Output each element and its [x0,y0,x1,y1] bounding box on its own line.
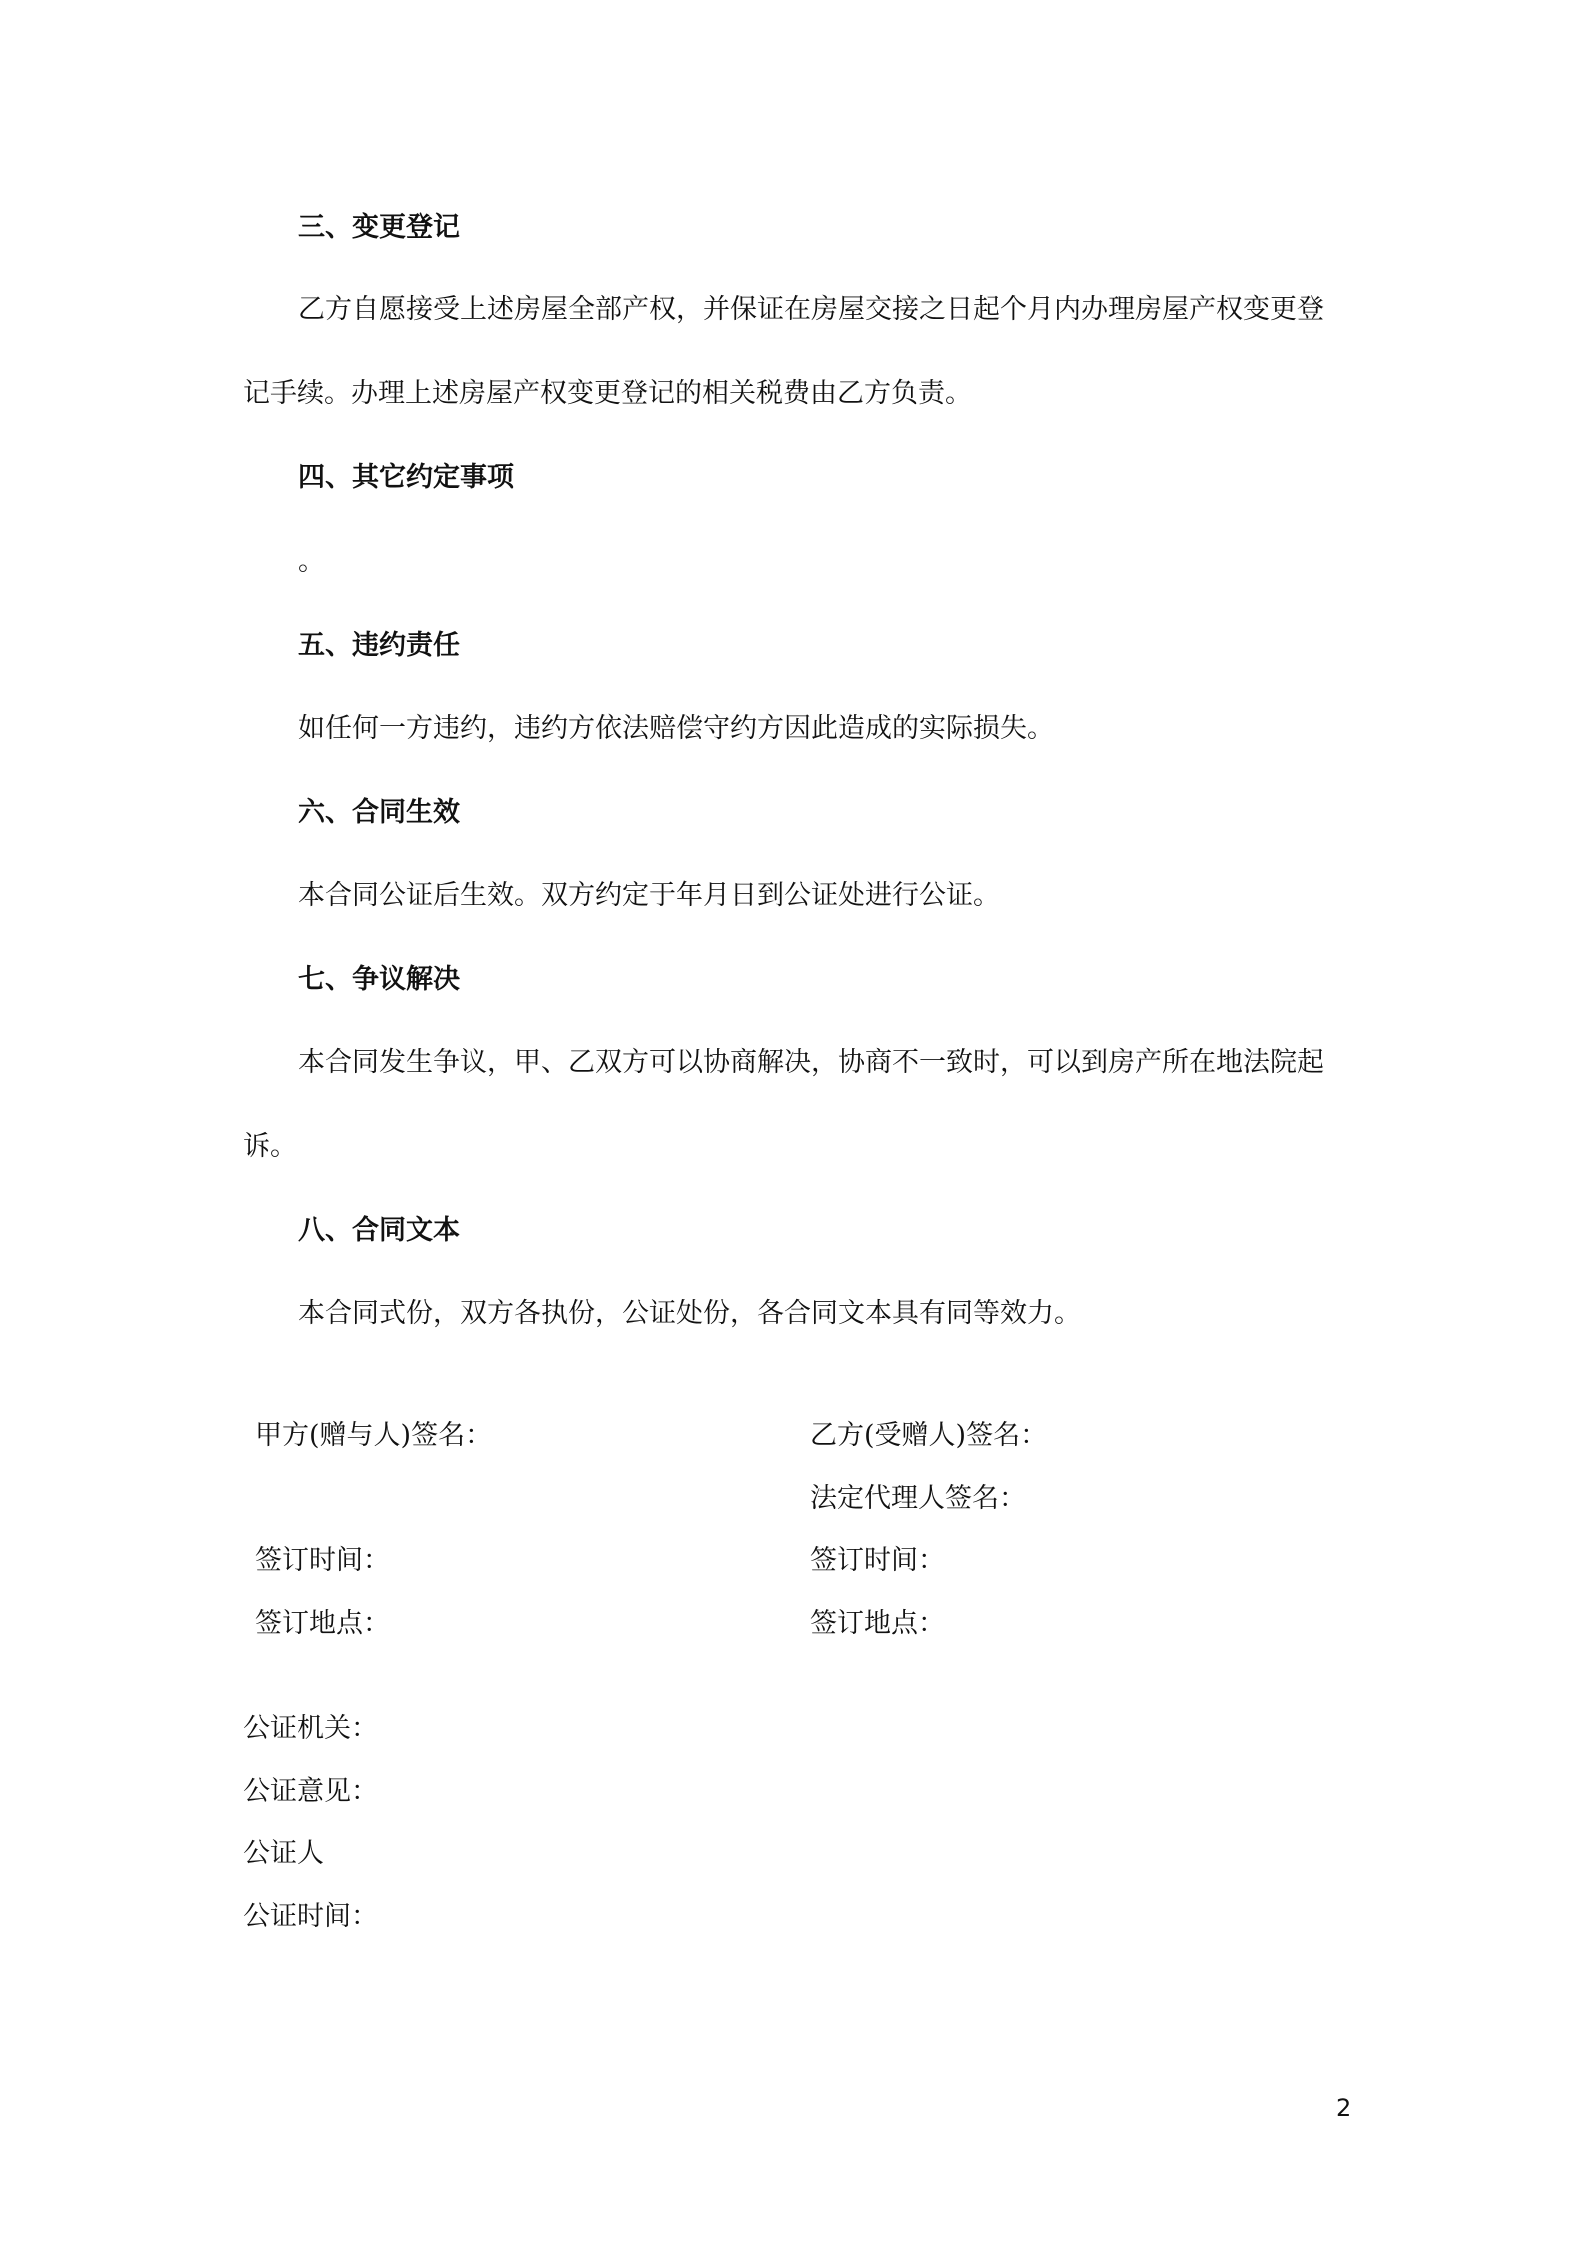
section-3-line-2: 记手续。办理上述房屋产权变更登记的相关税费由乙方负责。 [243,378,972,409]
section-4-heading: 四、其它约定事项 [298,462,514,493]
section-6-line-1: 本合同公证后生效。双方约定于年月日到公证处进行公证。 [298,880,1000,911]
section-6-heading: 六、合同生效 [298,797,460,828]
section-8-heading: 八、合同文本 [298,1215,460,1246]
section-4-line-1: 。 [298,546,325,577]
section-8-line-1: 本合同式份，双方各执份，公证处份，各合同文本具有同等效力。 [298,1298,1081,1329]
party-b-sign-time-label: 签订时间： [810,1545,945,1576]
section-3-heading: 三、变更登记 [298,212,460,243]
party-b-signature-label: 乙方(受赠人)签名： [810,1420,1048,1451]
party-b-sign-place-label: 签订地点： [810,1608,945,1639]
section-5-line-1: 如任何一方违约，违约方依法赔偿守约方因此造成的实际损失。 [298,713,1054,744]
section-7-heading: 七、争议解决 [298,964,460,995]
page-number: 2 [1336,2094,1352,2122]
section-7-line-2: 诉。 [243,1131,297,1162]
section-5-heading: 五、违约责任 [298,630,460,661]
notary-office-label: 公证机关： [243,1713,378,1744]
party-a-signature-label: 甲方(赠与人)签名： [255,1420,493,1451]
notary-time-label: 公证时间： [243,1901,378,1932]
party-b-legal-agent-label: 法定代理人签名： [810,1483,1026,1514]
section-3-line-1: 乙方自愿接受上述房屋全部产权，并保证在房屋交接之日起个月内办理房屋产权变更登 [298,294,1324,325]
party-a-sign-time-label: 签订时间： [255,1545,390,1576]
notary-opinion-label: 公证意见： [243,1776,378,1807]
notary-person-label: 公证人 [243,1838,324,1869]
section-7-line-1: 本合同发生争议，甲、乙双方可以协商解决，协商不一致时，可以到房产所在地法院起 [298,1047,1324,1078]
party-a-sign-place-label: 签订地点： [255,1608,390,1639]
